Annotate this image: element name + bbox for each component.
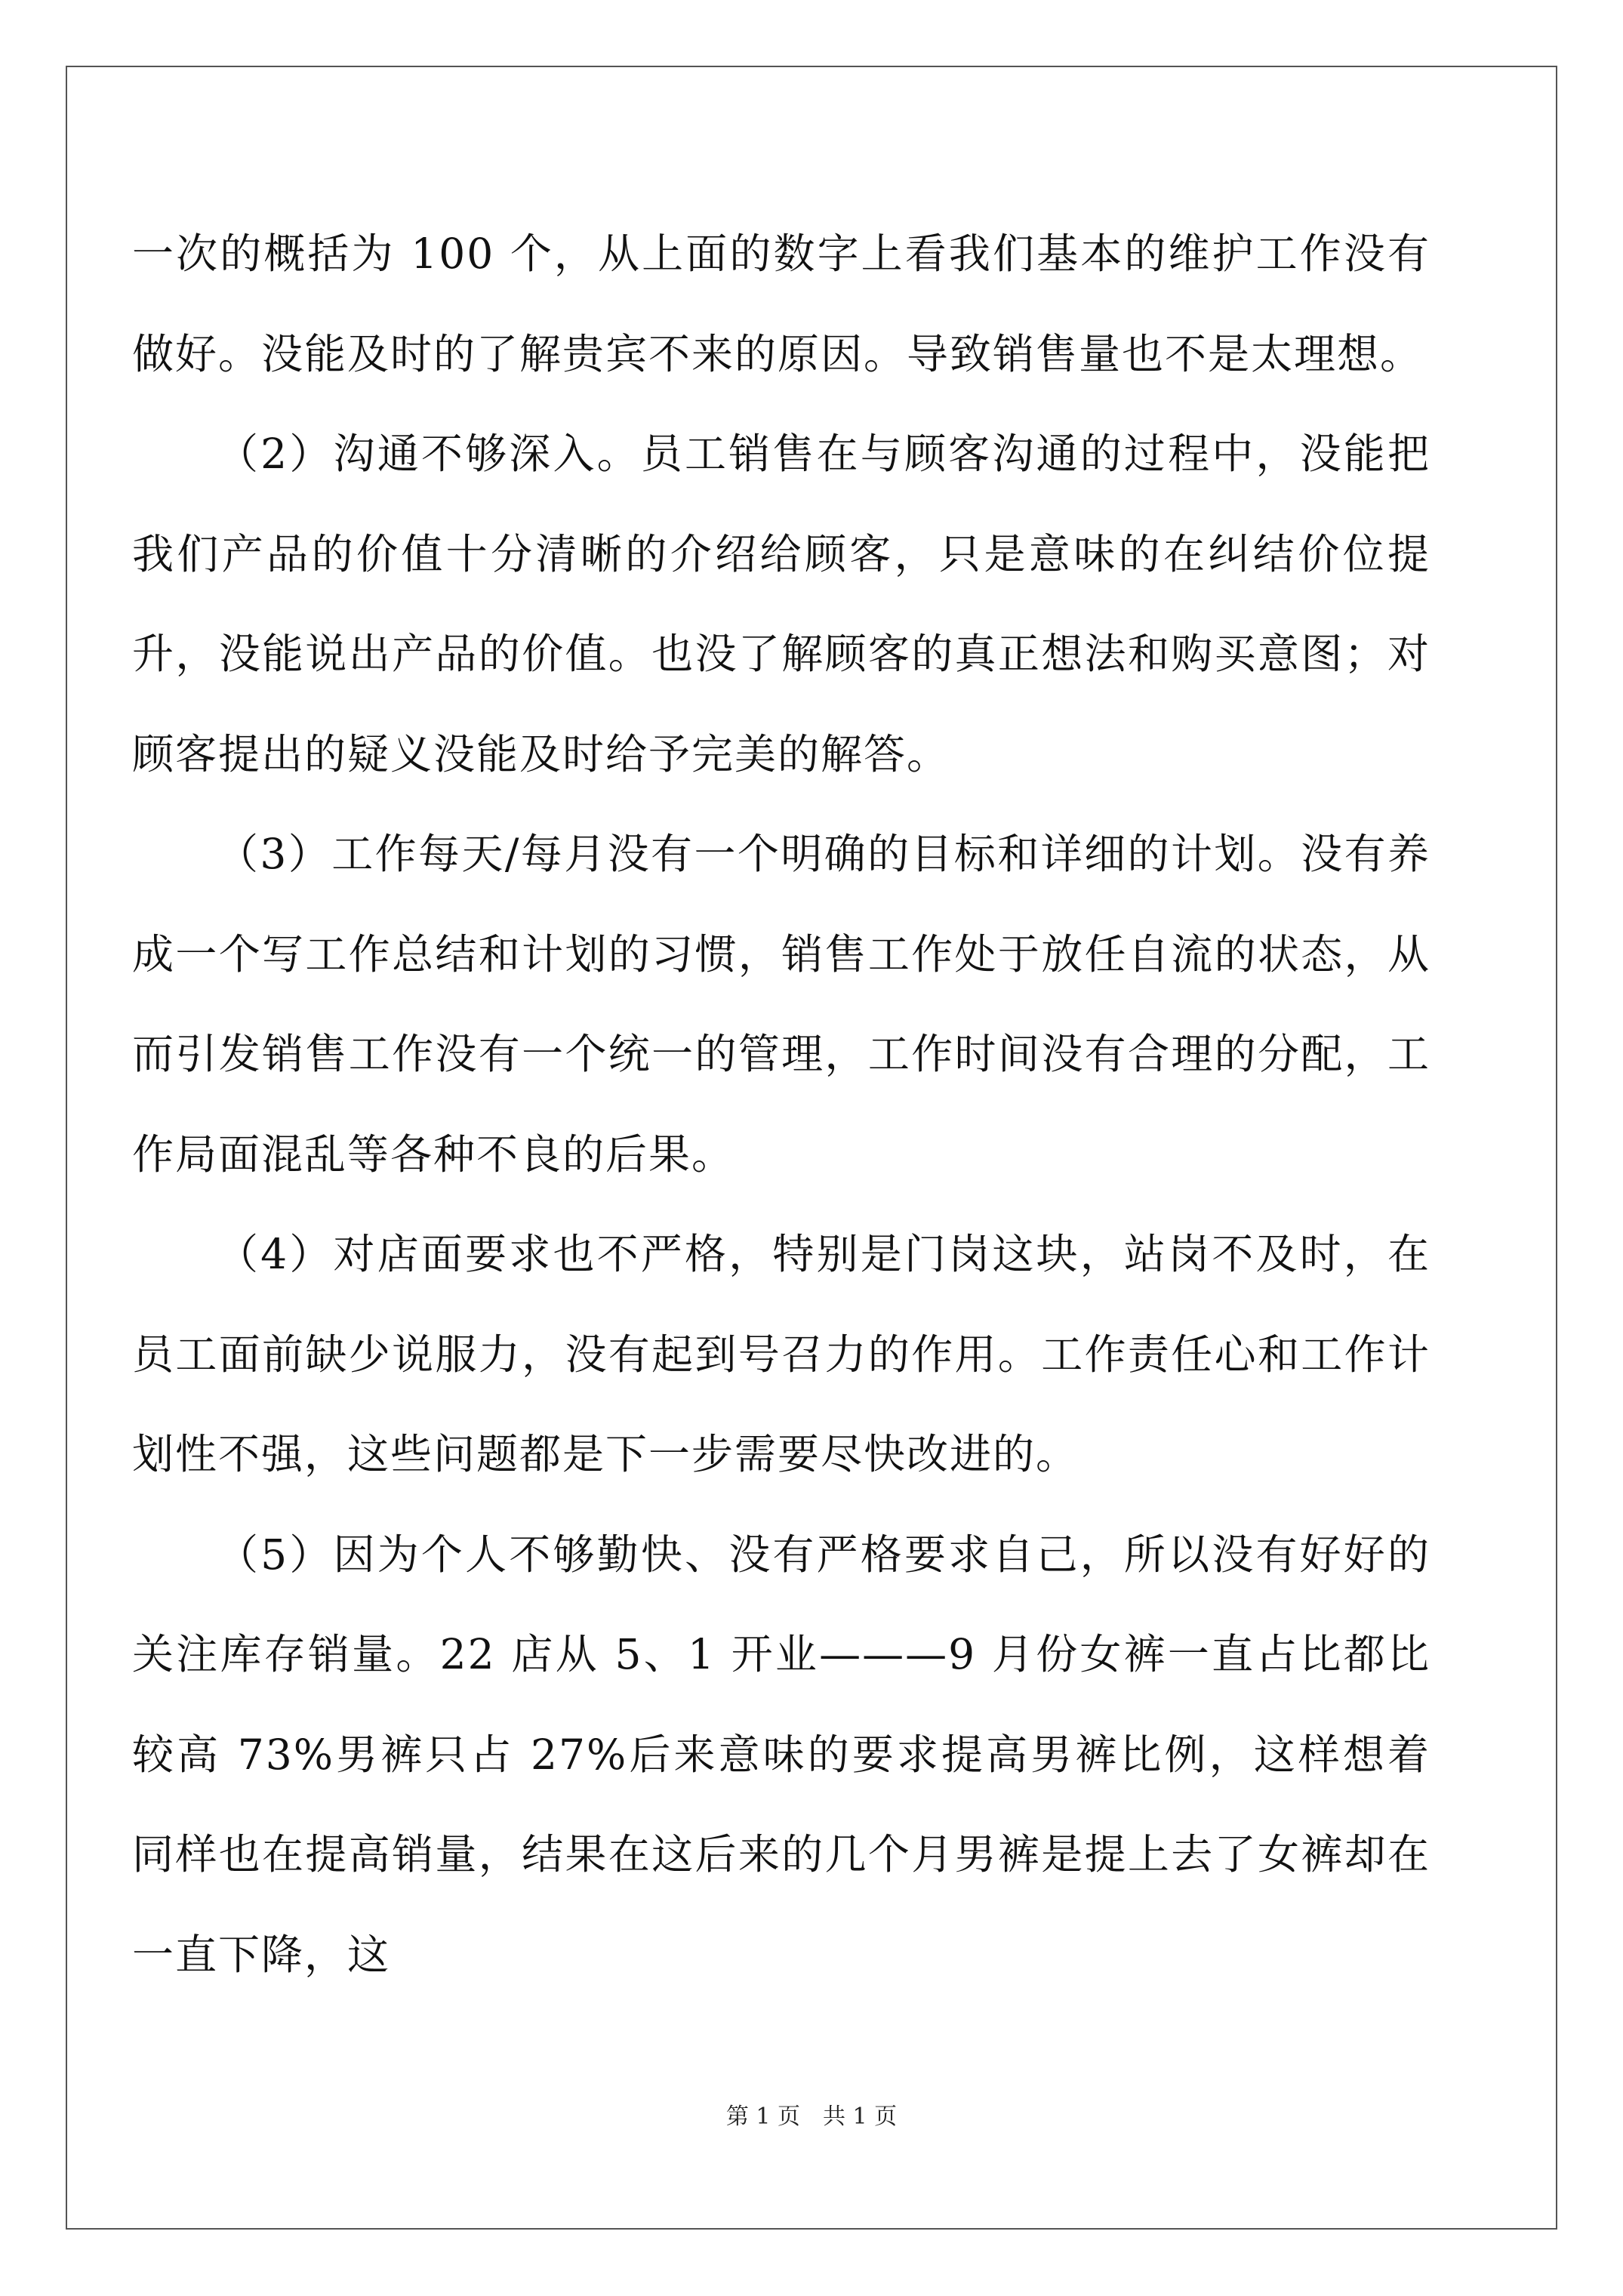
page-footer: 第 1 页 共 1 页 xyxy=(725,2103,898,2130)
paragraph-item-5: （5）因为个人不够勤快、没有严格要求自己，所以没有好好的关注库存销量。22 店从 5、1 开业———9 月份女裤一直占比都比较高 73%男裤只占 27%后来意味的要求提高男裤比例，这样想着同样也在提高销量，结果在这后来的几个月男裤是提上去了女裤却在一直下降，这 xyxy=(132,1530,1431,1979)
paragraph-continuation: 一次的概括为 100 个，从上面的数字上看我们基本的维护工作没有做好。没能及时的了解贵宾不来的原因。导致销售量也不是太理想。 xyxy=(132,230,1431,378)
paragraph-item-2: （2）沟通不够深入。员工销售在与顾客沟通的过程中，没能把我们产品的价值十分清晰的介绍给顾客，只是意味的在纠结价位提升，没能说出产品的价值。也没了解顾客的真正想法和购买意图；对顾客提出的疑义没能及时给予完美的解答。 xyxy=(132,430,1431,778)
document-body xyxy=(132,204,1431,2005)
paragraph-item-3: （3）工作每天/每月没有一个明确的目标和详细的计划。没有养成一个写工作总结和计划的习惯，销售工作处于放任自流的状态，从而引发销售工作没有一个统一的管理，工作时间没有合理的分配，工作局面混乱等各种不良的后果。 xyxy=(132,830,1431,1179)
paragraph-item-4: （4）对店面要求也不严格，特别是门岗这块，站岗不及时，在员工面前缺少说服力，没有起到号召力的作用。工作责任心和工作计划性不强，这些问题都是下一步需要尽快改进的。 xyxy=(132,1230,1431,1478)
